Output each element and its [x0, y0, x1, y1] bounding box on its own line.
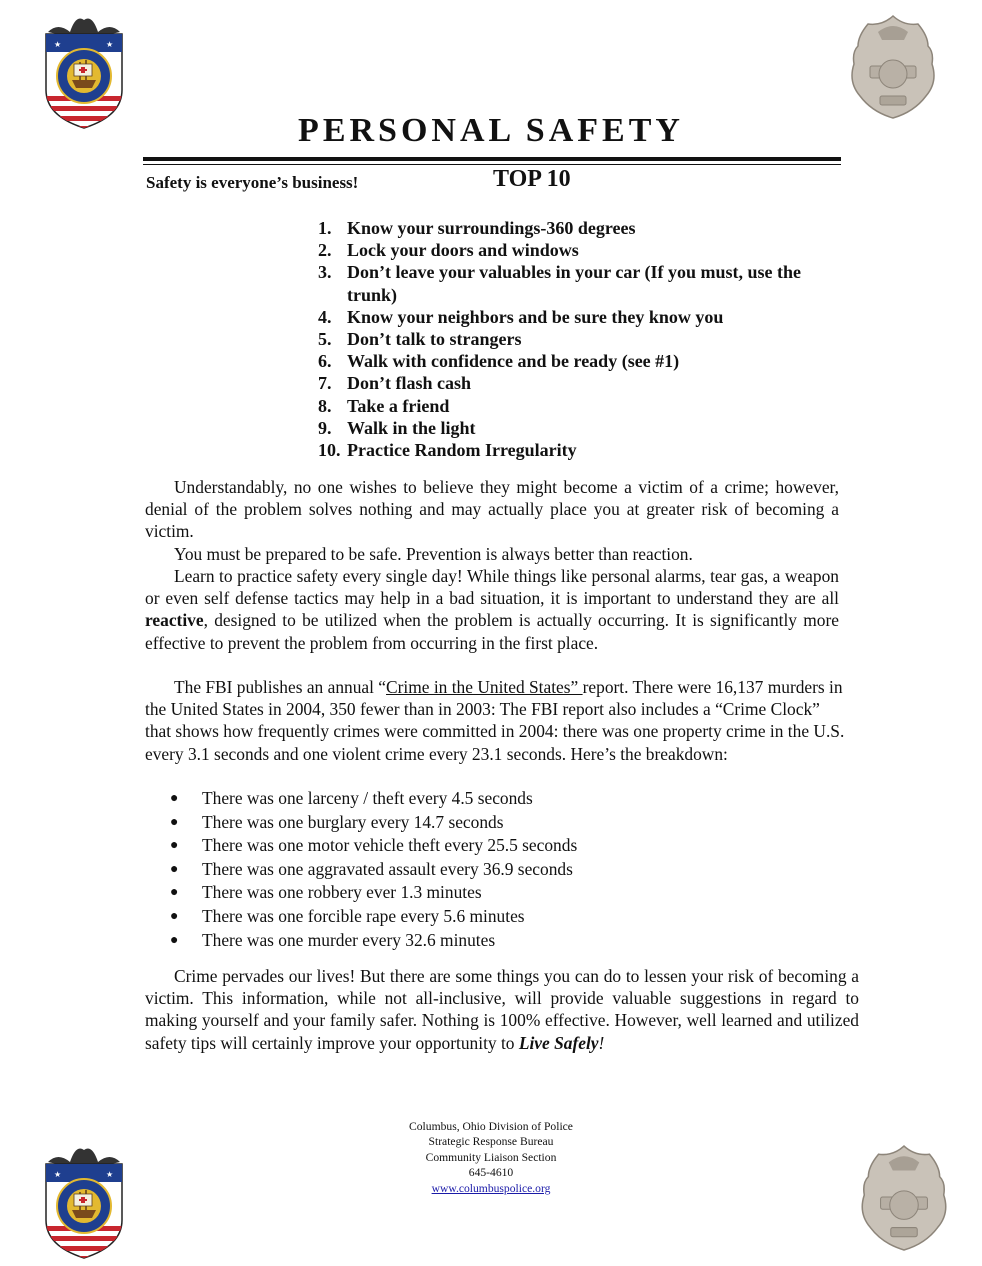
list-item — [170, 858, 577, 882]
list-text: There was one burglary every 14.7 seconds — [202, 811, 504, 832]
list-text: Know your neighbors and be sure they know you — [347, 306, 724, 327]
list-text: There was one forcible rape every 5.6 minutes — [202, 905, 525, 926]
list-item — [170, 929, 577, 953]
bullet-icon: ● — [170, 861, 179, 877]
list-item — [318, 395, 848, 417]
list-text: Practice Random Irregularity — [347, 440, 577, 461]
list-number: 2. — [318, 240, 332, 261]
title-rule-thin — [143, 164, 841, 165]
list-text: Walk with confidence and be ready (see #1) — [347, 351, 680, 372]
paragraph-closing — [145, 965, 859, 1054]
paragraph-text: Crime pervades our lives! But there are some things you can do to lessen your risk of becoming a victim. This information, while not all-inclusive, will provide valuable suggestions in regard to making yourself and your family safer. Nothing is 100% effective. However, well learned and utilized safety tips will certainly improve your opportunity to — [145, 966, 859, 1053]
paragraph-text: report. There were 16,137 murders in the United States in 2004, 350 fewer than in 2003: The FBI report also includes a “Crime Clock” that shows how frequently crimes were committed in 2004: there was one property crime in the U.S. every 3.1 seconds and one violent crime every 23.1 seconds. Here’s the breakdown: — [145, 677, 845, 764]
list-number: 9. — [318, 417, 332, 438]
paragraph-text: , designed to be utilized when the problem is actually occurring. It is significantly more effective to prevent the problem from occurring in the first place. — [145, 610, 839, 653]
police-patch-icon — [40, 1142, 128, 1260]
paragraph-text: The FBI publishes an annual “ — [174, 677, 387, 697]
top10-list — [318, 217, 848, 461]
page-title: PERSONAL SAFETY — [298, 112, 684, 149]
footer-line: Columbus, Ohio Division of Police — [409, 1120, 573, 1133]
list-number: 1. — [318, 218, 332, 238]
paragraph-text: ! — [598, 1032, 605, 1053]
report-title: Crime in the United States” — [386, 677, 583, 697]
breakdown-list — [170, 787, 577, 952]
bullet-icon: ● — [170, 814, 179, 830]
list-number: 3. — [318, 262, 332, 283]
list-text: Don’t leave your valuables in your car (If you must, use the trunk) — [347, 262, 802, 305]
list-item — [318, 328, 848, 350]
list-text: Walk in the light — [347, 417, 476, 438]
list-item — [170, 811, 577, 835]
svg-text:★: ★ — [106, 40, 114, 49]
footer-phone: 645-4610 — [468, 1166, 514, 1180]
list-number: 8. — [318, 395, 332, 416]
list-text: There was one murder every 32.6 minutes — [202, 929, 496, 950]
list-text: There was one larceny / theft every 4.5 seconds — [202, 788, 533, 808]
list-text: There was one robbery ever 1.3 minutes — [202, 882, 482, 903]
list-text: Take a friend — [347, 395, 450, 416]
list-text: Know your surroundings-360 degrees — [347, 218, 636, 238]
bullet-icon: ● — [170, 885, 179, 901]
footer-line: Strategic Response Bureau — [428, 1135, 554, 1149]
paragraph-text: Learn to practice safety every single day! While things like personal alarms, tear gas, a weapon or even self defense tactics may help in a bad situation, it is important to understand they are all — [145, 566, 839, 609]
title-rule — [143, 157, 841, 161]
list-number: 5. — [318, 329, 332, 350]
list-item — [318, 372, 848, 394]
svg-text:★: ★ — [106, 1170, 114, 1179]
svg-text:★: ★ — [54, 1170, 62, 1179]
paragraph-denial: Understandably, no one wishes to believe they might become a victim of a crime; however, denial of the problem solves nothing and may actually place you at greater risk of becoming a victim. — [145, 477, 839, 542]
footer-line: Community Liaison Section — [425, 1150, 557, 1164]
list-item — [170, 834, 577, 858]
list-number: 6. — [318, 351, 332, 372]
list-item — [170, 881, 577, 905]
paragraph-fbi — [145, 676, 845, 765]
list-item — [170, 787, 577, 811]
emphasis-live-safely: Live Safely — [518, 1032, 599, 1053]
footer-link[interactable]: www.columbuspolice.org — [431, 1181, 551, 1195]
bullet-icon: ● — [170, 791, 179, 806]
police-badge-icon — [848, 12, 938, 120]
list-text: There was one aggravated assault every 36.9 seconds — [202, 858, 573, 879]
bullet-icon: ● — [170, 838, 179, 854]
list-item — [318, 217, 848, 239]
list-item — [318, 306, 848, 328]
list-item — [318, 350, 848, 372]
footer — [0, 1119, 982, 1196]
list-number: 4. — [318, 306, 332, 327]
svg-text:★: ★ — [54, 40, 62, 49]
list-number: 10. — [318, 440, 341, 461]
list-text: Don’t flash cash — [347, 373, 472, 394]
list-number: 7. — [318, 373, 332, 394]
list-item — [318, 439, 848, 461]
list-item — [170, 905, 577, 929]
top10-heading: TOP 10 — [493, 166, 571, 192]
bullet-icon: ● — [170, 932, 179, 948]
list-text: There was one motor vehicle theft every 25.5 seconds — [202, 835, 578, 856]
list-text: Lock your doors and windows — [347, 240, 579, 261]
list-item — [318, 417, 848, 439]
paragraph-prepared: You must be prepared to be safe. Prevention is always better than reaction. — [174, 544, 693, 564]
paragraph-practice — [145, 565, 839, 654]
police-badge-icon — [858, 1142, 950, 1252]
tagline: Safety is everyone’s business! — [146, 173, 359, 192]
list-item — [318, 239, 848, 261]
bullet-icon: ● — [170, 908, 179, 924]
list-item — [318, 261, 848, 305]
list-text: Don’t talk to strangers — [347, 329, 522, 350]
emphasis-reactive: reactive — [145, 610, 204, 631]
